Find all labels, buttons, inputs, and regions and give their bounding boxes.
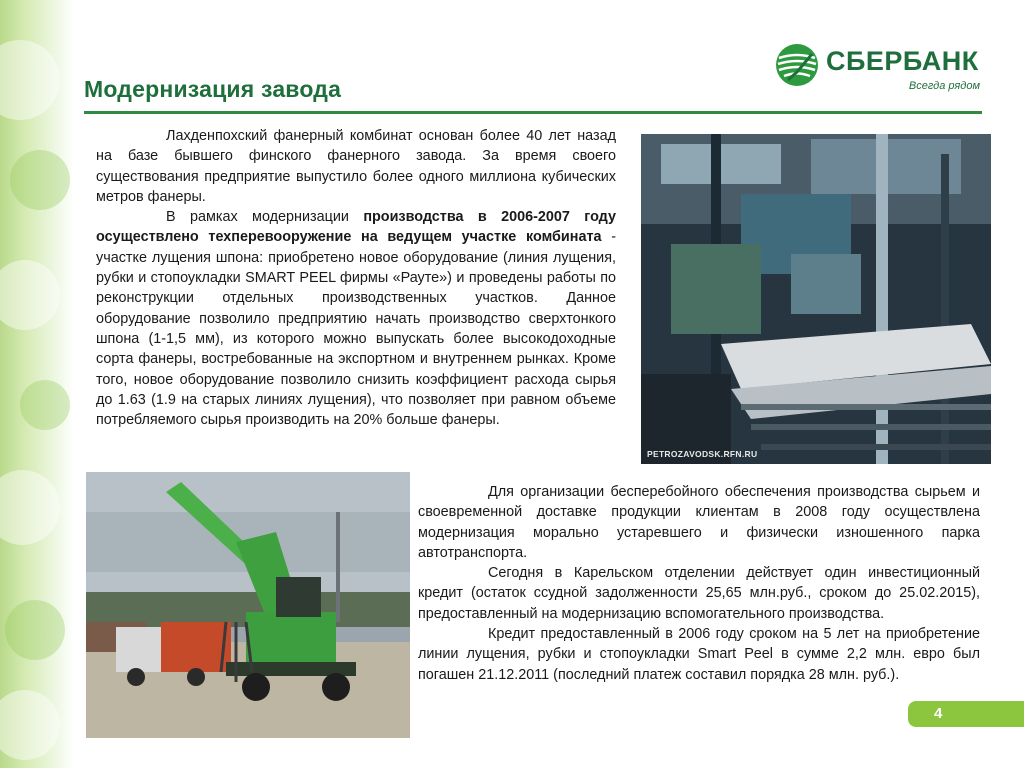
sberbank-logo [774,42,986,94]
modernization-paragraph [96,207,616,430]
sberbank-emblem-icon [774,42,820,88]
page-title: Модернизация завода [84,76,342,102]
page-number-tab [908,701,1024,727]
modernization-details: - участке лущения шпона: приобретено новое оборудование (линия лущения, рубки и стопоукладки SMART PEEL фирмы «Рауте») и проведены работы по реконструкции отдельных производственных участков. Данное оборудование позволило предприятию начать производство сверхтонкого шпона (1-1,5 мм), из которого можно выпускать более высокодоходные сорта фанеры, востребованные на экспортном и внутреннем рынках. Кроме того, новое оборудование позволило снизить коэффициент расхода сырья до 1.63 (1.9 на старых линиях лущения), что позволяет при равном объеме потребляемого сырья производить на 20% больше фанеры. [96,229,616,429]
factory-peeling-line-photo [641,134,991,464]
repaid-credit-paragraph: Кредит предоставленный в 2006 году сроком на 5 лет на приобретение линии лущения, рубки и стопоукладки Smart Peel в сумме 2,2 млн. евро был погашен 21.12.2011 (последний платеж составил порядка 28 млн. руб.). [418,626,980,683]
logo-wordmark: СБЕРБАНК [826,46,979,76]
fleet-modernization-paragraph: Для организации бесперебойного обеспечения производства сырьем и своевременной доставке продукции клиентам в 2008 году осуществлена модернизация морально устаревшего и физически изношенного парка автотранспорта. [418,484,980,561]
investment-credit-paragraph: Сегодня в Карельском отделении действует один инвестиционный кредит (остаток ссудной задолженности 25,65 млн.руб., сроком до 25.02.2015), предоставленный на модернизацию вспомогательного производства. [418,565,980,622]
fleet-and-credit-text [418,482,980,685]
page-number: 4 [934,705,943,722]
logo-tagline: Всегда рядом [908,80,980,92]
plant-history-text [96,126,616,430]
material-handler-trucks-photo [86,472,410,738]
modernization-intro: В рамках модернизации [166,209,364,226]
modernization-highlight: производства в 2006-2007 году осуществлено техперевооружение на ведущем участке комбината [96,209,616,246]
decorative-left-strip [0,0,74,768]
title-divider [84,111,982,114]
history-paragraph: Лахденпохский фанерный комбинат основан более 40 лет назад на базе бывшего финского фанерного завода. За время своего существования предприятие выпустило более одного миллиона кубических метров фанеры. [96,128,616,205]
photo-watermark: PETROZAVODSK.RFN.RU [647,449,758,459]
